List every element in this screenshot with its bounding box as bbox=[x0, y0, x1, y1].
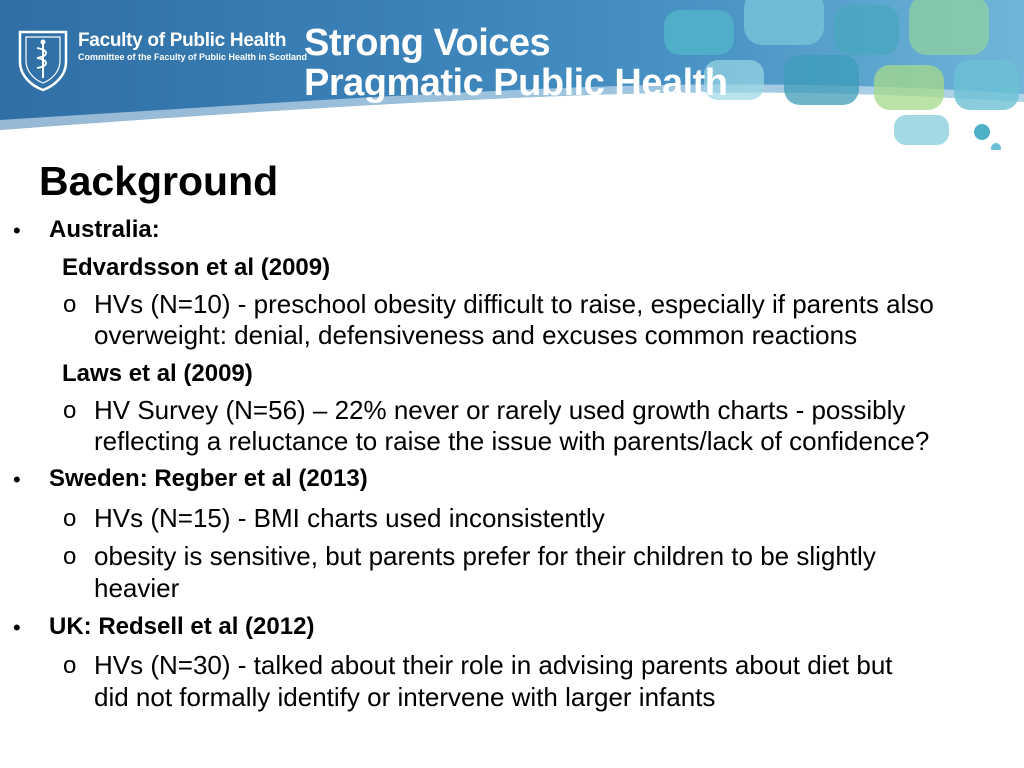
header-banner bbox=[0, 0, 1024, 150]
list-item-line: reflecting a reluctance to raise the issue with parents/lack of confidence? bbox=[94, 426, 930, 456]
section-heading-sweden: Sweden: Regber et al (2013) bbox=[49, 465, 368, 492]
conference-subtitle: ANNUAL PUBLIC HEALTH CONFERENCE bbox=[305, 113, 688, 135]
list-item-line: overweight: denial, defensiveness and excuses common reactions bbox=[94, 320, 858, 350]
list-item-line: obesity is sensitive, but parents prefer for their children to be slightly bbox=[94, 541, 876, 571]
sub-bullet-marker: o bbox=[63, 505, 77, 532]
bullet-marker: • bbox=[13, 615, 21, 640]
org-subtitle: Committee of the Faculty of Public Health in Scotland bbox=[78, 52, 308, 62]
bullet-marker: • bbox=[13, 467, 21, 492]
list-item-line: HV Survey (N=56) – 22% never or rarely used growth charts - possibly bbox=[94, 395, 906, 425]
sub-bullet-marker: o bbox=[63, 291, 77, 318]
list-item-line: HVs (N=10) - preschool obesity difficult to raise, especially if parents also bbox=[94, 289, 934, 319]
section-heading-australia: Australia: bbox=[49, 216, 160, 243]
slide-title: Background bbox=[39, 158, 279, 204]
list-item-line: HVs (N=15) - BMI charts used inconsistently bbox=[94, 503, 605, 533]
list-item-line: heavier bbox=[94, 573, 180, 603]
sub-bullet-marker: o bbox=[63, 543, 77, 570]
org-name: Faculty of Public Health bbox=[78, 30, 287, 51]
list-item-line: HVs (N=30) - talked about their role in advising parents about diet but bbox=[94, 650, 893, 680]
conference-title-line1: Strong Voices bbox=[304, 22, 551, 64]
citation-laws: Laws et al (2009) bbox=[62, 360, 253, 387]
sub-bullet-marker: o bbox=[63, 397, 77, 424]
bullet-marker: • bbox=[13, 218, 21, 243]
citation-edvardsson: Edvardsson et al (2009) bbox=[62, 254, 331, 281]
section-heading-uk: UK: Redsell et al (2012) bbox=[49, 613, 315, 640]
faculty-crest-icon bbox=[16, 28, 70, 92]
conference-title-line2: Pragmatic Public Health bbox=[304, 62, 728, 104]
sub-bullet-marker: o bbox=[63, 652, 77, 679]
list-item-line: did not formally identify or intervene with larger infants bbox=[94, 682, 716, 712]
